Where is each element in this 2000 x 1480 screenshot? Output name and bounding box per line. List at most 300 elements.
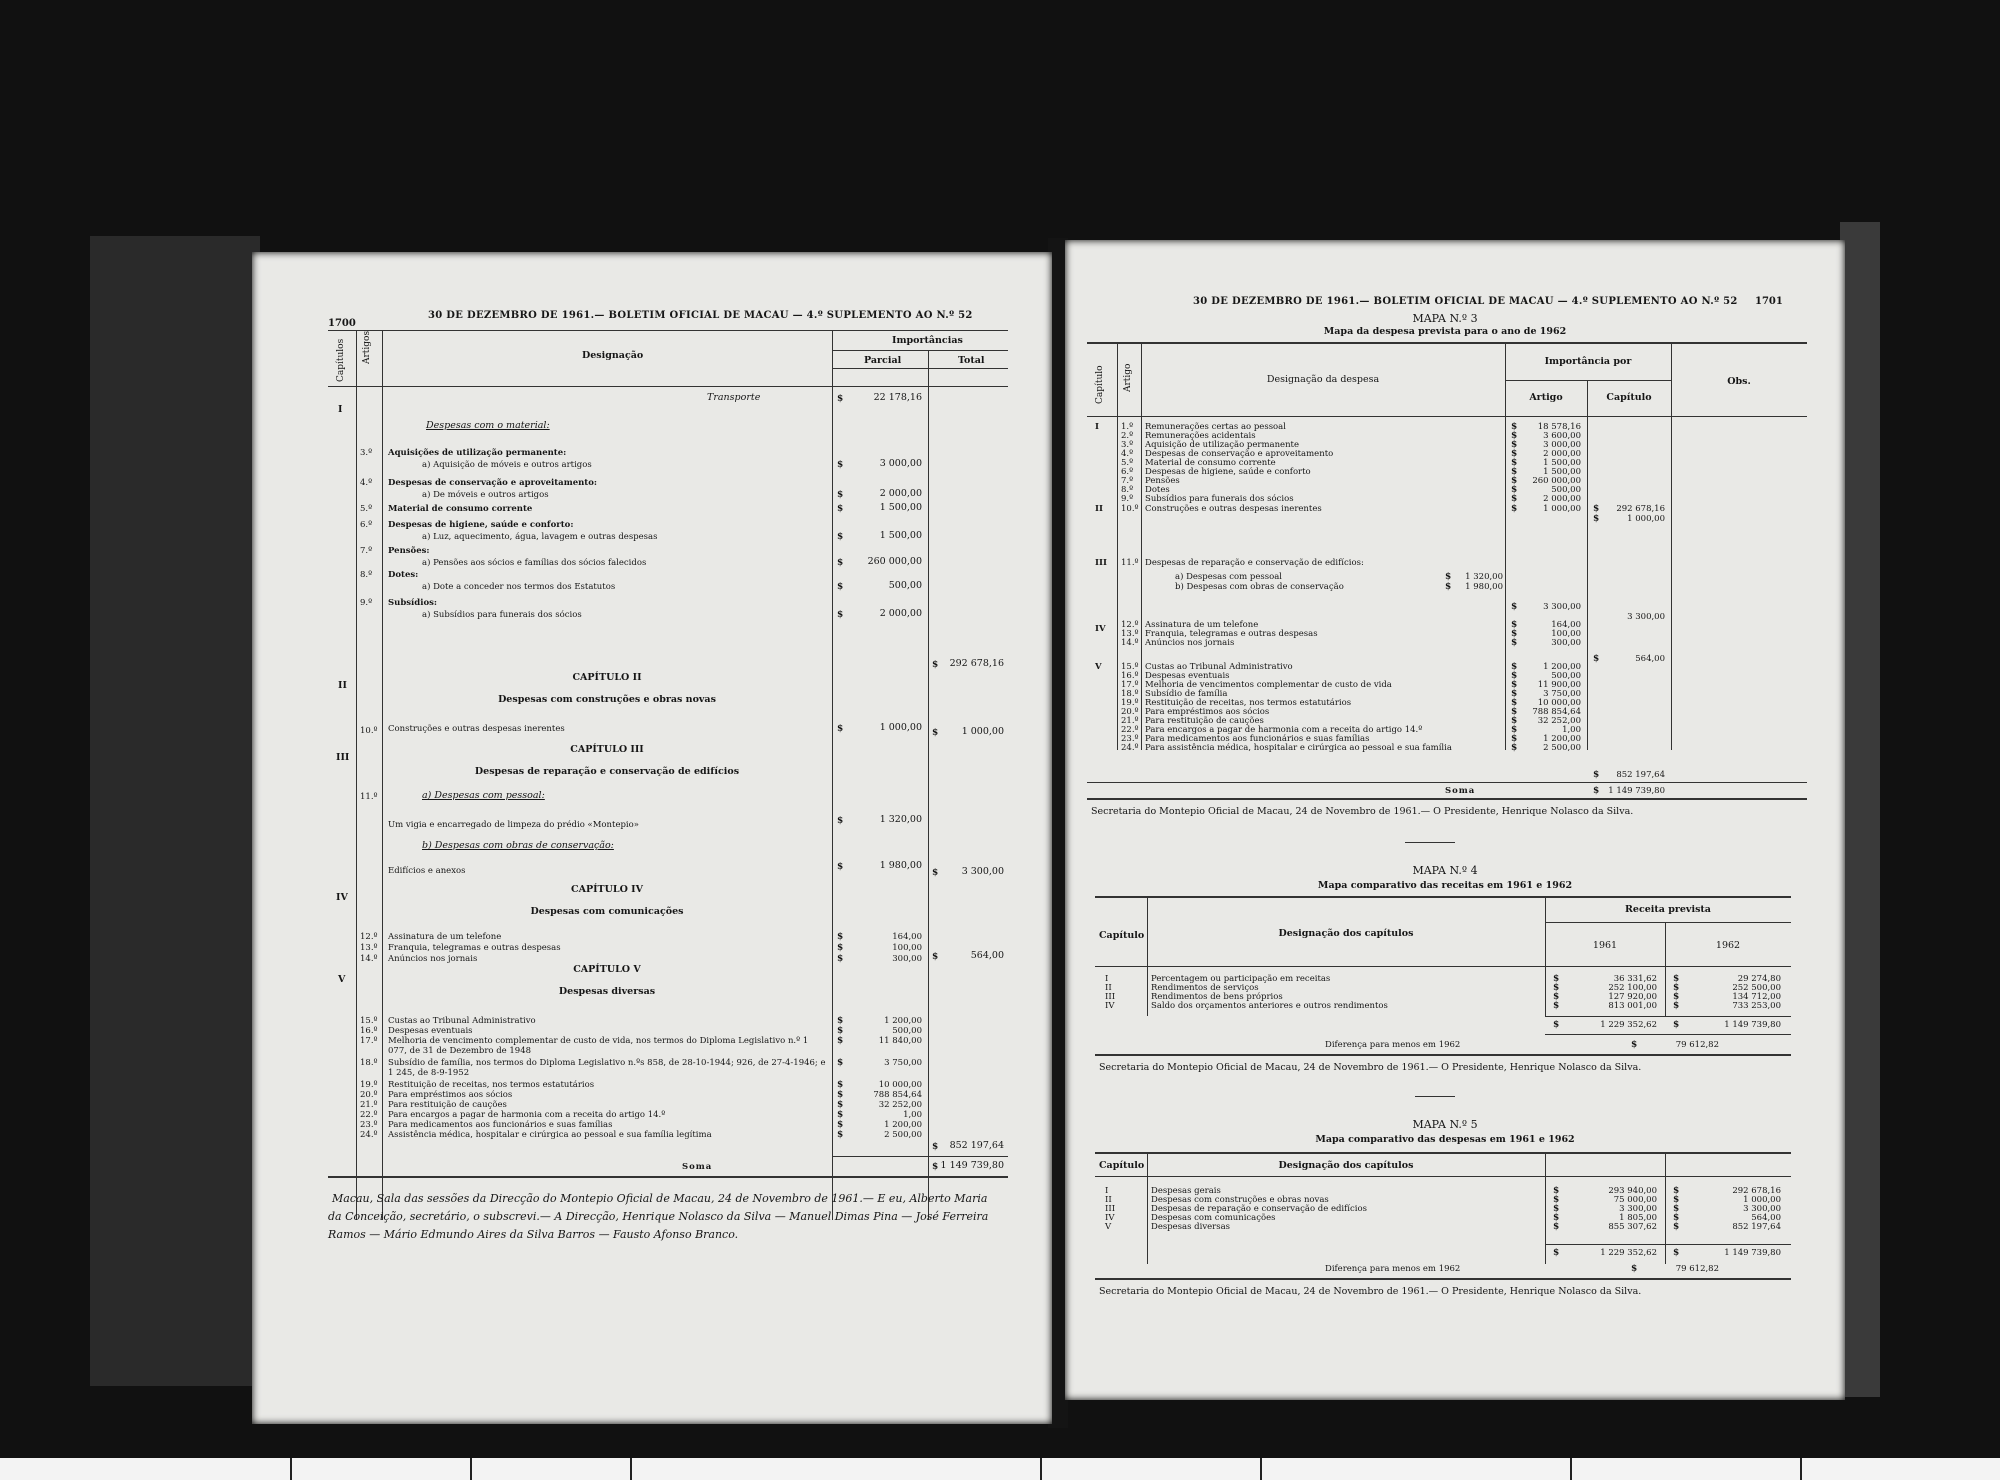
dollar-sign: $ [837,1058,844,1068]
rule [1545,1244,1791,1245]
dollar-sign: $ [837,582,844,592]
article-number: 22.º [1121,725,1139,735]
chapter-text: Despesas com construções e obras novas [1151,1195,1329,1205]
dollar-sign: $ [1445,582,1452,592]
article-text: Custas ao Tribunal Administrativo [1145,662,1293,672]
dollar-sign: $ [1593,504,1600,514]
article-value: 500,00 [892,1026,922,1036]
article-subitem: a) Pensões aos sócios e famílias dos sócios falecidos [422,558,647,568]
dollar-sign: $ [1511,476,1518,486]
rule [1415,1096,1455,1097]
article-value: 100,00 [1551,629,1581,639]
article-value: 1 000,00 [1543,504,1581,514]
article-number: 14.º [360,954,378,964]
soma-value: 1 149 739,80 [1608,786,1665,796]
article-number: 3.º [360,448,373,458]
value-1962: 852 197,64 [1732,1222,1781,1232]
dollar-sign: $ [1511,743,1518,753]
dollar-sign: $ [1553,1248,1560,1258]
left-page [252,252,1052,1424]
article-text: Restituição de receitas, nos termos estatutários [1145,698,1352,708]
dollar-sign: $ [1511,638,1518,648]
article-value: 1,00 [1562,725,1581,735]
article-value: 3 000,00 [879,458,922,469]
dollar-sign: $ [1511,440,1518,450]
article-number: 22.º [360,1110,378,1120]
chapter-text: Despesas com comunicações [1151,1213,1276,1223]
col-divider [1505,342,1506,750]
article-text: Despesas de conservação e aproveitamento [1145,449,1334,459]
dollar-sign: $ [837,724,844,734]
total-1961: 1 229 352,62 [1600,1248,1657,1258]
article-text: Pensões [1145,476,1180,486]
dollar-sign: $ [1553,1186,1560,1196]
dollar-sign: $ [837,954,844,964]
dollar-sign: $ [837,504,844,514]
article-text: Construções e outras despesas inerentes [1145,504,1322,514]
article-value: 1 980,00 [1465,582,1503,592]
chapter-text: Despesas gerais [1151,1186,1221,1196]
article-number: 18.º [360,1058,378,1068]
article-number: 5.º [1121,458,1134,468]
chapter-title: CAPÍTULO IV [571,884,643,895]
chapter-text: Despesas de reparação e conservação de edifícios [1151,1204,1367,1214]
article-value: 500,00 [1551,671,1581,681]
article-value: 2 500,00 [884,1130,922,1140]
article-text: Anúncios nos jornais [388,954,478,964]
dollar-sign: $ [837,1100,844,1110]
dollar-sign: $ [932,660,939,670]
col-divider [1545,1152,1546,1264]
col-divider [1671,342,1672,750]
col-divider [1147,896,1148,1016]
article-value: 18 578,16 [1537,422,1581,432]
dollar-sign: $ [837,816,844,826]
article-subitem: a) De móveis e outros artigos [422,490,549,500]
article-text: Subsídio de família, nos termos do Diploma Legislativo n.ºs 858, de 28-10-1944; 926, de 27-4-1946; e 1 245, de 8-9-1952 [388,1058,826,1078]
mapa-footer: Secretaria do Montepio Oficial de Macau, 24 de Novembro de 1961.— O Presidente, Henrique Nolasco da Silva. [1099,1286,1642,1297]
dollar-sign: $ [1673,983,1680,993]
article-number: 10.º [1121,504,1139,514]
article-text: b) Despesas com obras de conservação [1175,582,1344,592]
col-importancias: Importâncias [892,335,963,346]
chapter-numeral: I [1095,422,1099,432]
dollar-sign: $ [932,952,939,962]
article-number: 20.º [360,1090,378,1100]
dollar-sign: $ [1631,1040,1638,1050]
rule [1505,380,1671,381]
article-value: 3 750,00 [1543,689,1581,699]
chapter-total: 564,00 [970,950,1004,961]
dollar-sign: $ [1511,485,1518,495]
dollar-sign: $ [932,728,939,738]
rule [328,330,1008,331]
col-receita: Receita prevista [1625,904,1711,915]
article-value: 1 500,00 [1543,458,1581,468]
closing-line: da Conceição, secretário, o subscrevi.— A Direcção, Henrique Nolasco da Silva — Manuel Dimas Pina — José Ferreira [328,1210,989,1223]
col-designacao: Designação dos capítulos [1278,928,1414,939]
rule [1545,1034,1791,1035]
value-1961: 127 920,00 [1608,992,1657,1002]
col-divider [1665,922,1666,1016]
article-value: 32 252,00 [1537,716,1581,726]
value-1961: 36 331,62 [1613,974,1657,984]
value-1962: 134 712,00 [1732,992,1781,1002]
value-1962: 733 253,00 [1732,1001,1781,1011]
article-value: 788 854,64 [1532,707,1581,717]
article-number: 7.º [360,546,373,556]
article-text: a) Despesas com pessoal [1175,572,1282,582]
dollar-sign: $ [1593,514,1600,524]
page-number: 1700 [328,318,356,329]
article-text: Subsídio de família [1145,689,1228,699]
article-value: 1 980,00 [879,860,922,871]
dollar-sign: $ [1511,662,1518,672]
article-number: 6.º [360,520,373,530]
section-heading: Despesas com o material: [426,420,550,431]
strip-mark [1570,1458,1572,1480]
col-total: Total [958,355,985,366]
rule [1095,1176,1791,1177]
dollar-sign: $ [1673,974,1680,984]
col-designacao: Designação [582,350,644,361]
soma-value: 1 149 739,80 [940,1160,1004,1171]
value-1961: 252 100,00 [1608,983,1657,993]
rule [328,386,1008,387]
article-text: Melhoria de vencimento complementar de custo de vida, nos termos do Diploma Legislativo n.º 1 077, de 31 de Dezembro de 1948 [388,1036,809,1056]
chapter-numeral: V [338,974,346,985]
strip-mark [1800,1458,1802,1480]
value-1962: 1 000,00 [1743,1195,1781,1205]
article-text: Assinatura de um telefone [388,932,502,942]
dollar-sign: $ [837,610,844,620]
article-value: 1 500,00 [879,502,922,513]
article-text: Para medicamentos aos funcionários e suas famílias [1145,734,1370,744]
scanner-strip [0,1458,2000,1480]
dollar-sign: $ [837,1026,844,1036]
article-text: Remunerações acidentais [1145,431,1256,441]
dollar-sign: $ [1673,1204,1680,1214]
dollar-sign: $ [1673,1195,1680,1205]
col-capitulo: Capítulo [1099,1160,1145,1171]
col-divider [832,330,833,1220]
mapa-subtitle: Mapa da despesa prevista para o ano de 1962 [1323,326,1567,337]
article-number: 9.º [1121,494,1134,504]
col-1962: 1962 [1715,940,1741,951]
article-value: 3 300,00 [1543,602,1581,612]
rule [1087,342,1807,344]
article-number: 21.º [360,1100,378,1110]
article-title: Dotes: [388,570,419,580]
chapter-total: 292 678,16 [1616,504,1665,514]
article-value: 11 900,00 [1537,680,1581,690]
col-designacao: Designação dos capítulos [1278,1160,1414,1171]
article-text: Subsídios para funerais dos sócios [1145,494,1294,504]
diff-label: Diferença para menos em 1962 [1325,1040,1461,1050]
dollar-sign: $ [1511,689,1518,699]
dollar-sign: $ [1511,504,1518,514]
dollar-sign: $ [1511,602,1518,612]
article-title: Aquisições de utilização permanente: [388,448,567,458]
strip-mark [630,1458,632,1480]
chapter-title: CAPÍTULO V [573,964,641,975]
article-value: 1 320,00 [879,814,922,825]
article-value: 300,00 [1551,638,1581,648]
subsection-heading: b) Despesas com obras de conservação: [422,840,614,851]
rule [1087,416,1807,417]
page-header: 30 DE DEZEMBRO DE 1961.— BOLETIM OFICIAL DE MACAU — 4.º SUPLEMENTO AO N.º 52 [428,310,973,321]
dollar-sign: $ [837,1080,844,1090]
chapter-numeral: II [1105,983,1112,993]
col-capitulo-imp: Capítulo [1606,392,1652,403]
subsection-heading: a) Despesas com pessoal: [422,790,545,801]
dollar-sign: $ [837,532,844,542]
rule [1095,1152,1791,1154]
article-number: 13.º [1121,629,1139,639]
col-divider [1587,380,1588,750]
total-1962: 1 149 739,80 [1724,1020,1781,1030]
article-text: Material de consumo corrente [1145,458,1276,468]
dollar-sign: $ [1553,1195,1560,1205]
rule [1087,782,1807,783]
chapter-numeral: I [1105,974,1109,984]
dollar-sign: $ [1511,494,1518,504]
chapter-total: 292 678,16 [949,658,1004,669]
rule [1095,1054,1791,1056]
value-1961: 855 307,62 [1608,1222,1657,1232]
total-1961: 1 229 352,62 [1600,1020,1657,1030]
article-number: 8.º [1121,485,1134,495]
chapter-subtitle: Despesas com comunicações [530,906,684,917]
article-value: 300,00 [892,954,922,964]
strip-mark [1040,1458,1042,1480]
article-text: Edifícios e anexos [388,866,466,876]
chapter-numeral: IV [336,892,348,903]
value-1962: 29 274,80 [1737,974,1781,984]
article-text: Para encargos a pagar de harmonia com a receita do artigo 14.º [1145,725,1423,735]
col-capitulos: Capítulos [336,338,346,382]
dollar-sign: $ [837,943,844,953]
article-number: 19.º [360,1080,378,1090]
article-text: Para empréstimos aos sócios [1145,707,1270,717]
chapter-subtitle: Despesas diversas [558,986,656,997]
closing-line: Macau, Sala das sessões da Direcção do Montepio Oficial de Macau, 24 de Novembro de 1961.— E eu, Alberto Maria [332,1192,988,1205]
chapter-numeral: IV [1105,1213,1115,1223]
article-text: Para assistência médica, hospitalar e cirúrgica ao pessoal e sua família [1145,743,1452,753]
total-1962: 1 149 739,80 [1724,1248,1781,1258]
article-number: 23.º [360,1120,378,1130]
article-number: 17.º [1121,680,1139,690]
chapter-text: Rendimentos de bens próprios [1151,992,1283,1002]
dollar-sign: $ [837,490,844,500]
chapter-numeral: II [338,680,347,691]
transporte-value: 22 178,16 [873,392,922,403]
chapter-numeral: V [1095,662,1102,672]
diff-label: Diferença para menos em 1962 [1325,1264,1461,1274]
article-subitem: a) Luz, aquecimento, água, lavagem e outras despesas [422,532,658,542]
article-text: Despesas de reparação e conservação de edifícios: [1145,558,1364,568]
article-value: 2 000,00 [879,608,922,619]
article-number: 18.º [1121,689,1139,699]
dollar-sign: $ [1673,1222,1680,1232]
mapa-title: MAPA N.º 4 [1412,864,1478,877]
dollar-sign: $ [1445,572,1452,582]
dollar-sign: $ [837,1120,844,1130]
rule [1087,798,1807,800]
article-number: 11.º [1121,558,1139,568]
strip-mark [1260,1458,1262,1480]
article-text: Assinatura de um telefone [1145,620,1259,630]
chapter-numeral: IV [1095,624,1106,634]
dollar-sign: $ [932,1162,939,1172]
col-divider [1665,1152,1666,1264]
value-1962: 564,00 [1751,1213,1781,1223]
article-value: 3 600,00 [1543,431,1581,441]
article-number: 24.º [360,1130,378,1140]
article-number: 14.º [1121,638,1139,648]
chapter-numeral: III [336,752,350,763]
rule [832,350,1008,351]
chapter-total: 852 197,64 [1616,770,1665,780]
chapter-total: 3 300,00 [1627,612,1665,622]
article-text: Para restituição de cauções [388,1100,507,1110]
dollar-sign: $ [1553,983,1560,993]
rule [1545,922,1791,923]
article-text: Custas ao Tribunal Administrativo [388,1016,536,1026]
dollar-sign: $ [1553,974,1560,984]
col-divider [356,330,357,1220]
dollar-sign: $ [1511,620,1518,630]
dollar-sign: $ [1511,671,1518,681]
dollar-sign: $ [1553,1020,1560,1030]
article-text: Assistência médica, hospitalar e cirúrgica ao pessoal e sua família legítima [388,1130,712,1140]
article-value: 2 000,00 [1543,449,1581,459]
article-text: Anúncios nos jornais [1145,638,1235,648]
chapter-numeral: I [1105,1186,1109,1196]
col-divider [928,350,929,1220]
col-parcial: Parcial [864,355,902,366]
mapa-footer: Secretaria do Montepio Oficial de Macau, 24 de Novembro de 1961.— O Presidente, Henrique Nolasco da Silva. [1091,806,1634,817]
article-value: 1 320,00 [1465,572,1503,582]
chapter-text: Despesas diversas [1151,1222,1231,1232]
value-1961: 75 000,00 [1613,1195,1657,1205]
article-number: 4.º [360,478,373,488]
dollar-sign: $ [1593,786,1600,796]
dollar-sign: $ [1511,422,1518,432]
article-value: 2 500,00 [1543,743,1581,753]
article-text: Despesas de higiene, saúde e conforto [1145,467,1311,477]
chapter-numeral: IV [1105,1001,1115,1011]
article-text: Dotes [1145,485,1170,495]
article-number: 5.º [360,504,373,514]
col-obs: Obs. [1727,376,1751,387]
mapa-footer: Secretaria do Montepio Oficial de Macau, 24 de Novembro de 1961.— O Presidente, Henrique Nolasco da Silva. [1099,1062,1642,1073]
article-number: 21.º [1121,716,1139,726]
article-text: Restituição de receitas, nos termos estatutários [388,1080,595,1090]
dollar-sign: $ [1673,1001,1680,1011]
article-value: 11 840,00 [878,1036,922,1046]
article-text: Construções e outras despesas inerentes [388,724,565,734]
article-text: Franquia, telegramas e outras despesas [388,943,561,953]
chapter-total: 1 000,00 [961,726,1004,737]
dollar-sign: $ [1673,1020,1680,1030]
col-artigo-imp: Artigo [1529,392,1563,403]
article-text: Para restituição de cauções [1145,716,1264,726]
dollar-sign: $ [1553,1213,1560,1223]
article-value: 260 000,00 [867,556,922,567]
article-value: 1,00 [903,1110,922,1120]
article-value: 32 252,00 [878,1100,922,1110]
dollar-sign: $ [1511,449,1518,459]
article-title: Subsídios: [388,598,438,608]
chapter-numeral: III [1105,992,1116,1002]
col-designacao: Designação da despesa [1266,374,1380,385]
rule [1095,966,1791,967]
col-artigo: Artigo [1123,363,1133,392]
value-1961: 293 940,00 [1608,1186,1657,1196]
chapter-numeral: III [1105,1204,1116,1214]
dollar-sign: $ [1553,1222,1560,1232]
article-value: 10 000,00 [878,1080,922,1090]
chapter-subtitle: Despesas de reparação e conservação de edifícios [474,766,740,777]
dollar-sign: $ [1631,1264,1638,1274]
soma-label: Soma [1445,786,1476,796]
article-number: 15.º [360,1016,378,1026]
dollar-sign: $ [1511,716,1518,726]
dollar-sign: $ [1511,467,1518,477]
mapa-subtitle: Mapa comparativo das despesas em 1961 e 1962 [1315,1134,1575,1145]
article-value: 3 000,00 [1543,440,1581,450]
col-capitulo: Capítulo [1099,930,1145,941]
article-text: Franquia, telegramas e outras despesas [1145,629,1318,639]
article-value: 2 000,00 [1543,494,1581,504]
article-value: 500,00 [1551,485,1581,495]
article-number: 12.º [360,932,378,942]
chapter-text: Percentagem ou participação em receitas [1151,974,1331,984]
chapter-numeral: I [338,404,343,415]
transporte-label: Transporte [707,392,761,403]
article-number: 9.º [360,598,373,608]
article-number: 12.º [1121,620,1139,630]
article-text: Melhoria de vencimentos complementar de custo de vida [1145,680,1392,690]
rule [1095,896,1791,898]
dollar-sign: $ [837,932,844,942]
dollar-sign: $ [1553,1001,1560,1011]
article-value: 100,00 [892,943,922,953]
article-value: 10 000,00 [1537,698,1581,708]
article-number: 10.º [360,726,378,736]
value-1962: 3 300,00 [1743,1204,1781,1214]
article-value: 164,00 [1551,620,1581,630]
article-value: 2 000,00 [879,488,922,499]
soma-label: Soma [682,1162,713,1172]
rule [832,1156,1008,1157]
article-title: Material de consumo corrente [388,504,533,514]
chapter-numeral: II [1105,1195,1112,1205]
dollar-sign: $ [1511,698,1518,708]
chapter-numeral: II [1095,504,1103,514]
rule [832,368,1008,369]
article-number: 24.º [1121,743,1139,753]
col-1961: 1961 [1592,940,1618,951]
rule [1095,1278,1791,1280]
dollar-sign: $ [1511,734,1518,744]
dollar-sign: $ [837,862,844,872]
article-title: Despesas de conservação e aproveitamento: [388,478,598,488]
article-number: 7.º [1121,476,1134,486]
book-edge-right [1840,222,1880,1397]
article-number: 13.º [360,943,378,953]
